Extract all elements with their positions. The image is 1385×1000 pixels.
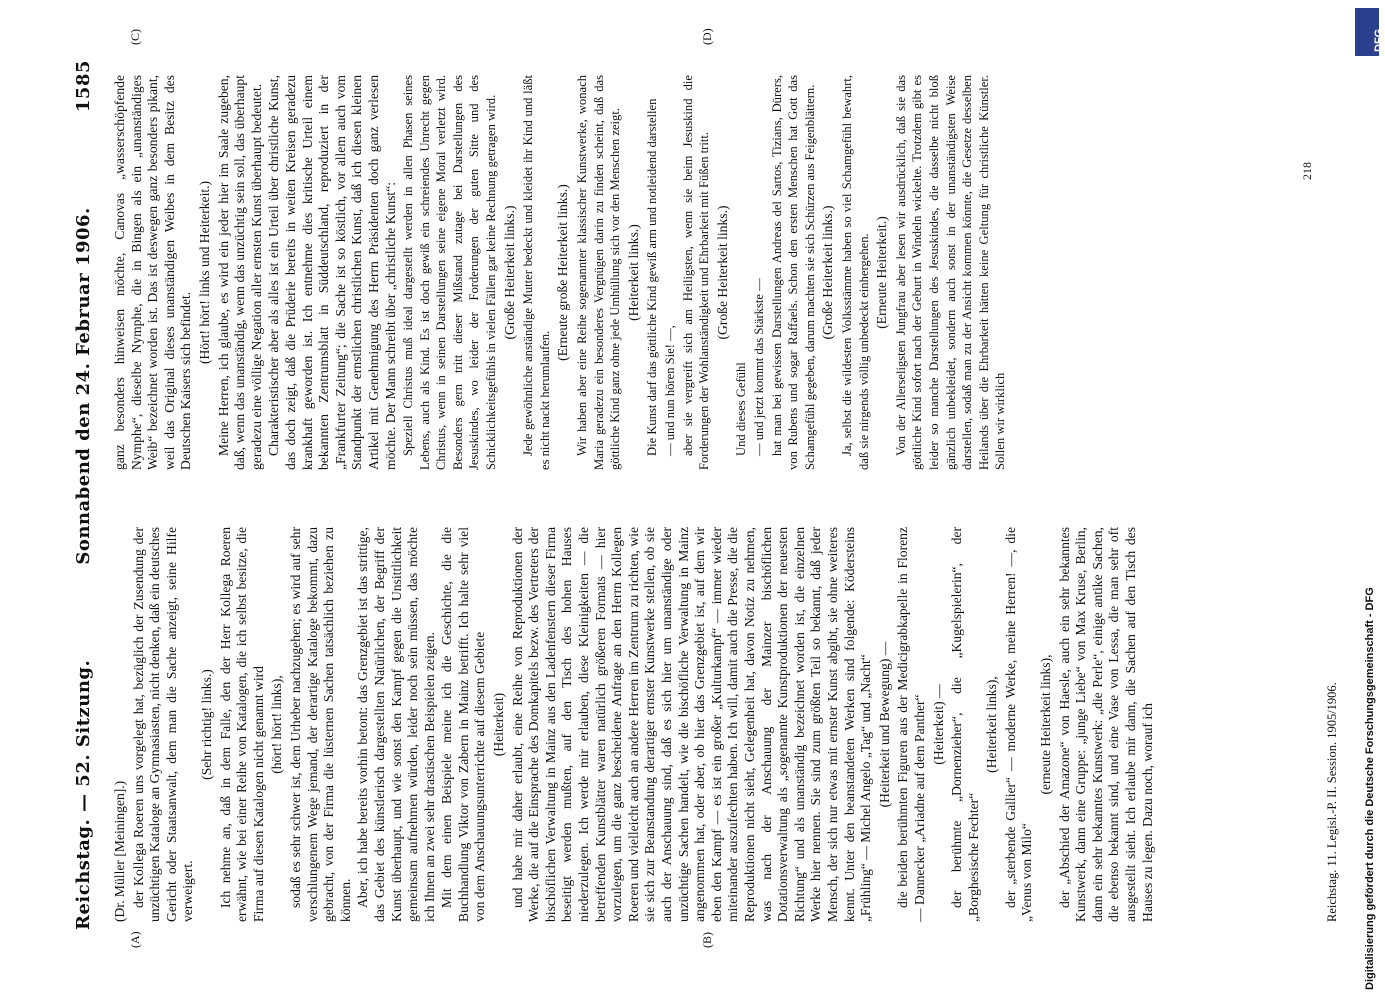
left-paragraph: Ich nehme an, daß in dem Falle, den der Herr Kollega Roeren erwähnt, wie bei einer Reihe von Katalogen, die ich selbst besitze, die Firma auf diesen Katalogen nicht genannt wird xyxy=(217,527,266,922)
right-paragraph: aber sie vergreift sich am Heiligsten, wenn sie beim Jesuskind die Forderungen der Wohlanständigkeit und Ehrbarkeit mit Füßen tritt. xyxy=(680,75,712,470)
margin-marker-b: (B) xyxy=(700,932,714,948)
left-interjection: (hört! hört! links), xyxy=(269,675,285,774)
left-interjection: (Heiterkeit) xyxy=(491,692,507,757)
right-interjection: (Erneute Heiterkeit.) xyxy=(874,216,890,329)
right-interjection: (Große Heiterkeit links.) xyxy=(820,205,836,340)
left-interjection: (Sehr richtig! links.) xyxy=(198,669,214,780)
footer-number: 218 xyxy=(1300,162,1314,180)
right-column xyxy=(112,75,1313,470)
margin-marker-c: (C) xyxy=(128,29,142,45)
page-number: 1585 xyxy=(73,60,94,113)
side-credit-text: Digitalisierung gefördert durch die Deutsche Forschungsgemeinschaft - DFG xyxy=(1364,587,1376,990)
right-paragraph: Meine Herren, ich glaube, es wird ein jeder hier im Saale zugeben, daß, wenn das unanständig, wenn das unzüchtig sein soll, das überhaupt geradezu eine völlige Negation aller ernsten Kunst überhaupt bedeutet. xyxy=(215,75,264,470)
right-paragraph: Charakteristischer aber als alles ist ein Urteil über christliche Kunst, das doch zeigt, daß die Prüderie bereits in weiten Kreisen geradezu krankhaft geworden ist. Ich entnehme dies kritische Urteil einem bekannten Zentrumsblatt in Süddeutschland, reproduziert in der „Frankfurter Zeitung“; die Sache ist so köstlich, vor allem auch vom Standpunkt der ernstlichen christlichen Kunst, daß ich diesen kleinen Artikel mit Genehmigung des Herrn Präsidenten doch ganz verlesen möchte. Der Mann schreibt über „christliche Kunst“: xyxy=(266,75,398,470)
right-paragraph: Jede gewöhnliche anständige Mutter bedeckt und kleidet ihr Kind und läßt es nicht nackt herumlaufen. xyxy=(521,75,552,470)
header-date: Sonnabend den 24. Februar 1906. xyxy=(73,207,94,565)
right-paragraph: Und dieses Gefühl xyxy=(734,362,749,456)
margin-marker-a: (A) xyxy=(128,931,142,948)
right-interjection: (Heiterkeit links.) xyxy=(625,224,641,321)
left-paragraph: der Kollega Roeren uns vorgelegt hat, bezüglich der Zusendung der unzüchtigen Kataloge an Gymnasiasten, nicht denken, daß ein deutsches Gericht oder Staatsanwalt, dem man die Sache anzeigt, seine Hilfe verweigert. xyxy=(130,527,196,922)
right-interjection: (Erneute große Heiterkeit links.) xyxy=(555,184,571,361)
left-interjection: (Heiterkeit) — xyxy=(930,684,946,765)
right-paragraph: hat man bei gewissen Darstellungen Andreas del Sartos, Tizians, Dürers, von Rubens und sogar Raffaels. Schon den ersten Menschen hat Gott das Schamgefühl gegeben, darum machten sie sich Schürzen aus Feigenblättern. xyxy=(769,75,817,470)
right-paragraph: Von der Allerseligsten Jungfrau aber lesen wir ausdrücklich, daß sie das göttliche Kind sofort nach der Geburt in Windeln wickelte. Trotzdem gibt es leider so manche Darstellungen des Jesuskindes, die dasselbe nicht bloß gänzlich unbekleidet, sondern auch sonst in der unanständigsten Weise darstellen, sodaß man zu der Ansicht kommen könnte, die Gesetze desselben Heilands über die Ehrbarkeit hätten keine Geltung für christliche Künstler. Sollen wir wirklich xyxy=(893,75,1008,470)
header-left: Reichstag. — 52. Sitzung. xyxy=(73,659,94,930)
speaker-line: (Dr. Müller [Meiningen].) xyxy=(112,780,127,922)
page-header xyxy=(60,60,94,930)
margin-marker-d: (D) xyxy=(700,28,714,45)
left-paragraph: sodaß es sehr schwer ist, dem Urheber nachzugehen; es wird auf sehr verschlungenem Wege jemand, der derartige Kataloge bekommt, dazu gebracht, von der Firma die lüsternen Sachen tatsächlich beziehen zu können. xyxy=(287,527,353,922)
right-paragraph: — und jetzt kommt das Stärkste — xyxy=(751,278,766,456)
right-paragraph: Speziell Christus muß ideal dargestellt werden in allen Phasen seines Lebens, auch als Kind. Es ist doch gewiß ein schreiendes Unrecht gegen Christus, wenn in seinen Darstellungen seine eigene Moral verletzt wird. Besonders gern tritt dieser Mißstand zutage bei Darstellungen des Jesuskindes, wo leider der Forderungen der guten Sitte und des Schicklichkeitsgefühls in vielen Fällen gar keine Rechnung getragen wird. xyxy=(401,75,499,470)
left-paragraph: die beiden berühmten Figuren aus der Medicigrabkapelle in Florenz — Dannecker „Ariadne auf dem Panther“ xyxy=(895,527,927,922)
left-column xyxy=(112,527,1313,922)
right-paragraph: — und nun hören Sie! —, xyxy=(663,325,677,456)
left-paragraph: der berühmte „Dornenzieher“, die „Kugelspielerin“, der „Borghesische Fechter“ xyxy=(949,527,981,922)
left-paragraph: Mit dem einen Beispiele meine ich die Geschichte, die die Buchhandlung Viktor von Zabern in Mainz betrifft. Ich halte sehr viel von dem Anschauungsunterrichte auf diesem Gebiete xyxy=(439,527,488,922)
left-paragraph: der „Abschied der Amazone“ von Haesle, auch ein sehr bekanntes Kunstwerk, dann eine Gruppe: „junge Liebe“ von Max Kruse, Berlin, dann ein sehr bekanntes Kunstwerk: „die Perle“, einige antike Sachen, die ebenso bekannt sind, und eine Vase von Lessa, die man sehr oft ausgestellt sieht. Ich erlaube mir dann, die Sachen auf den Tisch des Hauses zu legen. Dazu noch, worauf ich xyxy=(1056,527,1155,922)
right-text-blocks xyxy=(112,75,1009,470)
right-paragraph: ganz besonders hinweisen möchte, Canovas „wasserschöpfende Nymphe“, dieselbe Nymphe, die in Bingen als ein „unanständiges Weib“ bezeichnet worden ist. Das ist deswegen ganz besonders pikant, weil das Original dieses unanständigen Weibes in dem Besitz des Deutschen Kaisers sich befindet. xyxy=(112,75,194,470)
right-paragraph: Die Kunst darf das göttliche Kind gewiß arm und notleidend darstellen xyxy=(645,98,660,456)
left-interjection: (Heiterkeit und Bewegung) — xyxy=(876,641,892,808)
side-credit xyxy=(1342,120,1376,990)
left-interjection: (Heiterkeit links), xyxy=(984,676,1000,773)
page-footer: Reichstag. 11. Legisl.-P. II. Session. 1905/1906. xyxy=(1325,682,1339,922)
right-paragraph: Ja, selbst die wildesten Volksstämme haben so viel Schamgefühl bewahrt, daß sie nirgends völlig unbedeckt einhergehen. xyxy=(839,75,871,470)
left-text-blocks xyxy=(131,527,1157,922)
left-paragraph: der „sterbende Gallier“ — moderne Werke, meine Herren! —, die „Venus von Milo“ xyxy=(1002,527,1035,922)
right-interjection: (Große Heiterkeit links.) xyxy=(714,205,730,340)
left-paragraph: Aber, ich habe bereits vorhin betont: das Grenzgebiet ist das strittige, das Gebiet des künstlerisch dargestellten Natürlichen, der Begriff der Kunst überhaupt, und wie sonst den Kampf gegen die Unsittlichkeit gemeinsam aufnehmen würden, leider noch sein müssen, das möchte ich Ihnen an zwei sehr drastischen Beispielen zeigen. xyxy=(355,527,437,922)
left-paragraph: und habe mir daher erlaubt, eine Reihe von Reproduktionen der Werke, die auf die Einsprache des Domkapitels bezw. des Vertreters der bischöflichen Verwaltung in Mainz aus den Ladenfenstern dieser Firma beseitigt werden mußten, auf den Tisch des hohen Hauses niederzulegen. Ich werde mir erlauben, diese Kleinigkeiten — die betreffenden Kunstblätter waren natürlich größeren Formats — hier vorzulegen, um die ganz bescheidene Anfrage an den Herrn Kollegen Roeren und vielleicht auch an andere Herren im Zentrum zu richten, wie sie sich zur Beanstandung derartiger ernster Kunstwerke stellen, ob sie auch der Anschauung sind, daß es sich hier um unanständige oder unzüchtige Sachen handelt, wie die bischöfliche Verwaltung in Mainz angenommen hat, oder aber, ob hier das Grenzgebiet ist, auf dem wir eben den Kampf — es ist ein großer „Kulturkampf“ — immer wieder miteinander auszufechten haben. Ich will, damit auch die Presse, die die Reproduktionen nicht sieht, Gelegenheit hat, davon Notiz zu nehmen, was nach der Anschauung der Mainzer bischöflichen Dotationsverwaltung als „sogenannte Kunstproduktionen der neuesten Richtung“ und als unanständig bezeichnet worden ist, die einzelnen Werke hier nennen. Sie sind zum größten Teil so bekannt, daß jeder Mensch, der sich nur etwas mit ernster Kunst abgibt, sie ohne weiteres kennt. Unter den beanstandeten Werken sind folgende: Ködersteins „Frühling“ — Michel Angelo „Tag“ und „Nacht“ xyxy=(509,527,874,922)
right-paragraph: Wir haben aber eine Reihe sogenannter klassischer Kunstwerke, wonach Maria geradezu ein besonderes Vergnügen darin zu finden scheint, daß das göttliche Kind ganz ohne jede Umhüllung sich vor den Menschen zeigt. xyxy=(575,75,623,470)
right-interjection: (Große Heiterkeit links.) xyxy=(501,205,517,340)
right-interjection: (Hört! hört! links und Heiterkeit.) xyxy=(196,180,212,365)
left-interjection: (erneute Heiterkeit links), xyxy=(1038,654,1054,795)
dfg-logo: DFG xyxy=(1355,8,1379,56)
